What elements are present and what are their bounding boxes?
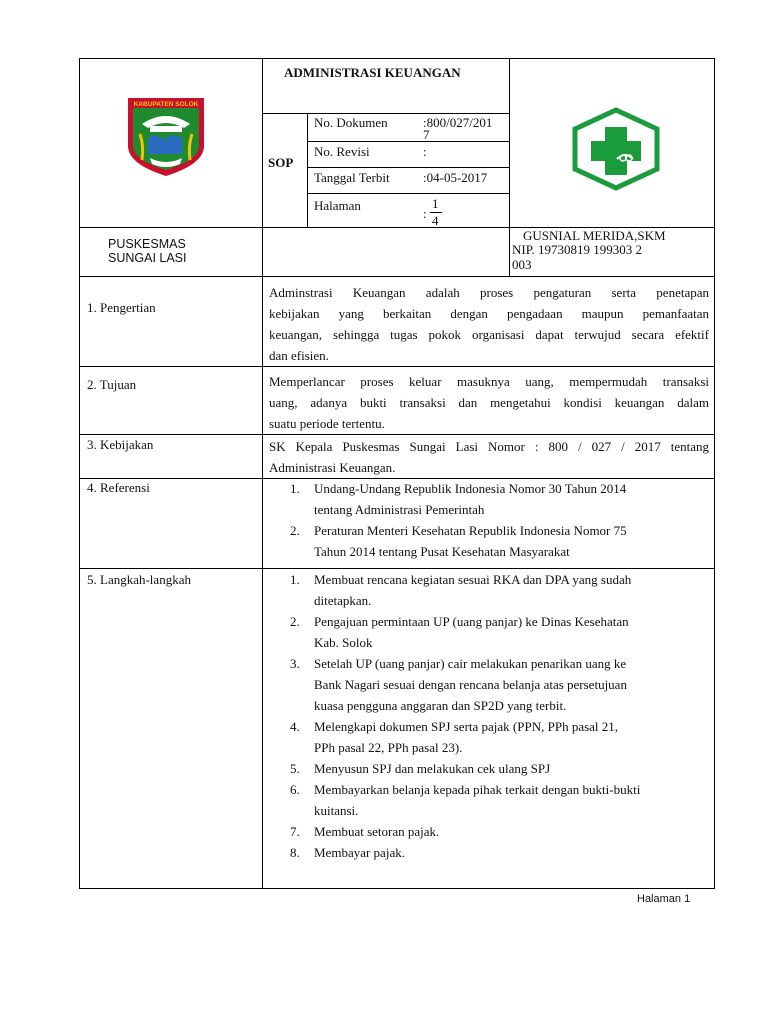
org-row-bottom: [79, 276, 715, 277]
section-label-referensi: 4. Referensi: [87, 480, 150, 495]
list-item-text: Menyusun SPJ dan melakukan cek ulang SPJ: [314, 761, 551, 776]
list-item-text: tentang Administrasi Pemerintah: [314, 502, 485, 517]
list-item-text: Membayar pajak.: [314, 845, 405, 860]
field-value-tanggal-terbit: :04-05-2017: [423, 170, 488, 185]
list-item-text: Kab. Solok: [314, 635, 373, 650]
list-item-number: 6.: [290, 782, 300, 797]
row-line-tujuan: [79, 434, 715, 435]
list-item-text: Undang-Undang Republik Indonesia Nomor 30 Tahun 2014: [314, 481, 627, 496]
table-border-left: [79, 58, 80, 889]
signer-name: GUSNIAL MERIDA,SKM: [523, 228, 666, 243]
list-item: [272, 842, 712, 863]
list-item: [272, 478, 712, 520]
tujuan-line: Memperlancar proses keluar masuknya uang, mempermudah transaksi: [269, 374, 709, 389]
referensi-list: [272, 478, 712, 562]
org-name-line2: SUNGAI LASI: [108, 251, 187, 265]
logo-kabupaten-solok: [124, 94, 208, 178]
section-label-kebijakan: 3. Kebijakan: [87, 437, 154, 452]
list-item-text: Membuat rencana kegiatan sesuai RKA dan DPA yang sudah: [314, 572, 632, 587]
field-value-no-revisi: :: [423, 144, 427, 159]
langkah-list: [272, 569, 712, 863]
list-item-text: Membayarkan belanja kepada pihak terkait dengan bukti-bukti: [314, 782, 641, 797]
field-row-line-1: [307, 141, 510, 142]
header-divider-left: [262, 58, 263, 276]
pengertian-line: dan efisien.: [269, 348, 329, 363]
list-item-text: Pengajuan permintaan UP (uang panjar) ke Dinas Kesehatan: [314, 614, 629, 629]
pengertian-line: Adminstrasi Keuangan adalah proses pengaturan serta penetapan: [269, 285, 709, 300]
list-item-text: Membuat setoran pajak.: [314, 824, 440, 839]
list-item-text: ditetapkan.: [314, 593, 372, 608]
tujuan-line: suatu periode tertentu.: [269, 416, 385, 431]
list-item-number: 3.: [290, 656, 300, 671]
list-item: [272, 611, 712, 653]
list-item-number: 1.: [290, 481, 300, 496]
table-border-right: [714, 58, 715, 889]
org-name-line1: PUSKESMAS: [108, 237, 186, 251]
halaman-numerator: 1: [432, 196, 439, 211]
list-item-text: kuasa pengguna anggaran dan SP2D yang terbit.: [314, 698, 567, 713]
list-item: [272, 716, 712, 758]
field-row-line-2: [307, 167, 510, 168]
field-label-no-revisi: No. Revisi: [314, 144, 370, 159]
list-item-number: 1.: [290, 572, 300, 587]
field-label-tanggal-terbit: Tanggal Terbit: [314, 170, 390, 185]
list-item-number: 5.: [290, 761, 300, 776]
field-value-halaman-colon: :: [423, 206, 427, 221]
section-text-tujuan: [269, 371, 709, 434]
list-item-text: Melengkapi dokumen SPJ serta pajak (PPN, PPh pasal 21,: [314, 719, 619, 734]
pengertian-line: kebijakan yang berkaitan dengan pengadaan maupun pemanfaatan: [269, 306, 709, 321]
list-item: [272, 821, 712, 842]
sop-divider: [307, 113, 308, 227]
signer-nip-line2: 003: [512, 257, 532, 272]
kebijakan-line: SK Kepala Puskesmas Sungai Lasi Nomor : 800 / 027 / 2017 tentang: [269, 439, 709, 454]
list-item: [272, 520, 712, 562]
list-item-text: Setelah UP (uang panjar) cair melakukan penarikan uang ke: [314, 656, 627, 671]
sop-label: SOP: [268, 155, 294, 170]
list-item: [272, 653, 712, 716]
list-item-number: 4.: [290, 719, 300, 734]
row-line-pengertian: [79, 366, 715, 367]
list-item: [272, 569, 712, 611]
logo-puskesmas: [571, 107, 661, 191]
kabupaten-solok-emblem-icon: [124, 94, 208, 178]
kebijakan-line: Administrasi Keuangan.: [269, 460, 396, 475]
section-text-kebijakan: [269, 436, 709, 478]
pengertian-line: keuangan, sehingga tugas pokok organisasi dapat terwujud secara efektif: [269, 327, 709, 342]
table-border-top: [79, 58, 715, 59]
list-item-number: 8.: [290, 845, 300, 860]
list-item-number: 2.: [290, 523, 300, 538]
table-border-bottom: [79, 888, 715, 889]
section-label-pengertian: 1. Pengertian: [87, 300, 156, 315]
list-item-text: PPh pasal 22, PPh pasal 23).: [314, 740, 463, 755]
list-item-text: Bank Nagari sesuai dengan rencana belanja atas persetujuan: [314, 677, 627, 692]
list-item: [272, 779, 712, 821]
field-label-halaman: Halaman: [314, 198, 361, 213]
tujuan-line: uang, adanya bukti transaksi dan mengetahui kondisi keuangan dalam: [269, 395, 709, 410]
list-item-number: 7.: [290, 824, 300, 839]
halaman-denominator: 4: [432, 213, 439, 228]
field-value-no-dokumen: :800/027/201: [423, 115, 493, 130]
list-item-text: kuitansi.: [314, 803, 359, 818]
document-title: ADMINISTRASI KEUANGAN: [284, 65, 461, 80]
field-row-line-3: [307, 193, 510, 194]
list-item: [272, 758, 712, 779]
puskesmas-cross-icon: [571, 107, 661, 191]
title-row-bottom: [262, 113, 510, 114]
body-divider: [262, 276, 263, 888]
field-value-no-dokumen-wrap: 7: [423, 127, 430, 142]
logo-left-text: KABUPATEN SOLOK: [133, 101, 199, 108]
list-item-text: Tahun 2014 tentang Pusat Kesehatan Masyarakat: [314, 544, 570, 559]
signer-nip-line1: NIP. 19730819 199303 2: [512, 242, 643, 257]
field-label-no-dokumen: No. Dokumen: [314, 115, 388, 130]
list-item-number: 2.: [290, 614, 300, 629]
list-item-text: Peraturan Menteri Kesehatan Republik Indonesia Nomor 75: [314, 523, 627, 538]
page-number-footer: Halaman 1: [637, 893, 691, 905]
section-label-tujuan: 2. Tujuan: [87, 377, 137, 392]
section-text-pengertian: [269, 282, 709, 366]
section-label-langkah: 5. Langkah-langkah: [87, 572, 191, 587]
